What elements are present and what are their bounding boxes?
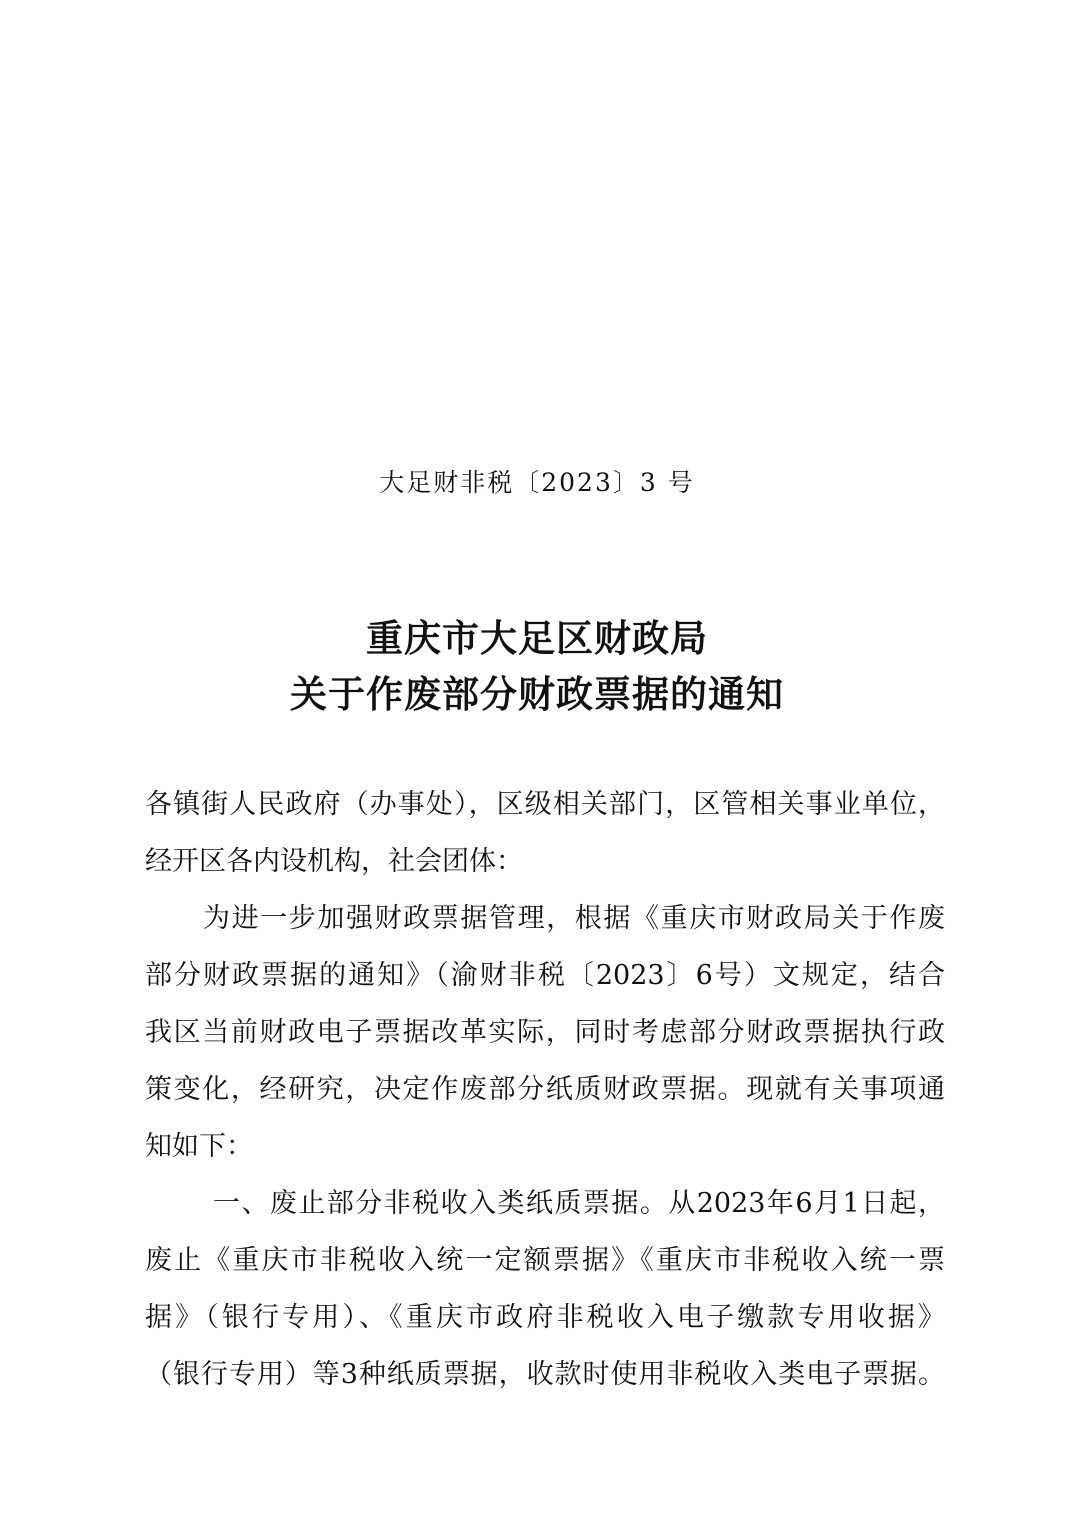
body-line: 策变化，经研究，决定作废部分纸质财政票据。现就有关事项通: [145, 1074, 945, 1105]
document-body: [145, 776, 945, 1403]
body-line: 经开区各内设机构，社会团体：: [145, 846, 523, 877]
body-line: 废止《重庆市非税收入统一定额票据》《重庆市非税收入统一票: [145, 1245, 945, 1276]
body-line: 据》（银行专用）、《重庆市政府非税收入电子缴款专用收据》: [145, 1302, 945, 1333]
body-line: 为进一步加强财政票据管理，根据《重庆市财政局关于作废: [203, 903, 945, 934]
body-line: 部分财政票据的通知》（渝财非税〔2023〕6号）文规定，结合: [145, 960, 945, 991]
body-line: 知如下：: [145, 1131, 253, 1162]
body-line: 各镇街人民政府（办事处），区级相关部门，区管相关事业单位，: [145, 789, 945, 820]
body-line: （银行专用）等3种纸质票据，收款时使用非税收入类电子票据。: [145, 1359, 945, 1390]
title-line-1: 重庆市大足区财政局: [366, 616, 708, 660]
body-line: 一、废止部分非税收入类纸质票据。从2023年6月1日起，: [213, 1188, 945, 1219]
body-line: 我区当前财政电子票据改革实际，同时考虑部分财政票据执行政: [145, 1017, 945, 1048]
document-title: [0, 610, 1074, 722]
title-line-2: 关于作废部分财政票据的通知: [290, 672, 784, 716]
document-number: 大足财非税〔2023〕3 号: [379, 468, 695, 497]
